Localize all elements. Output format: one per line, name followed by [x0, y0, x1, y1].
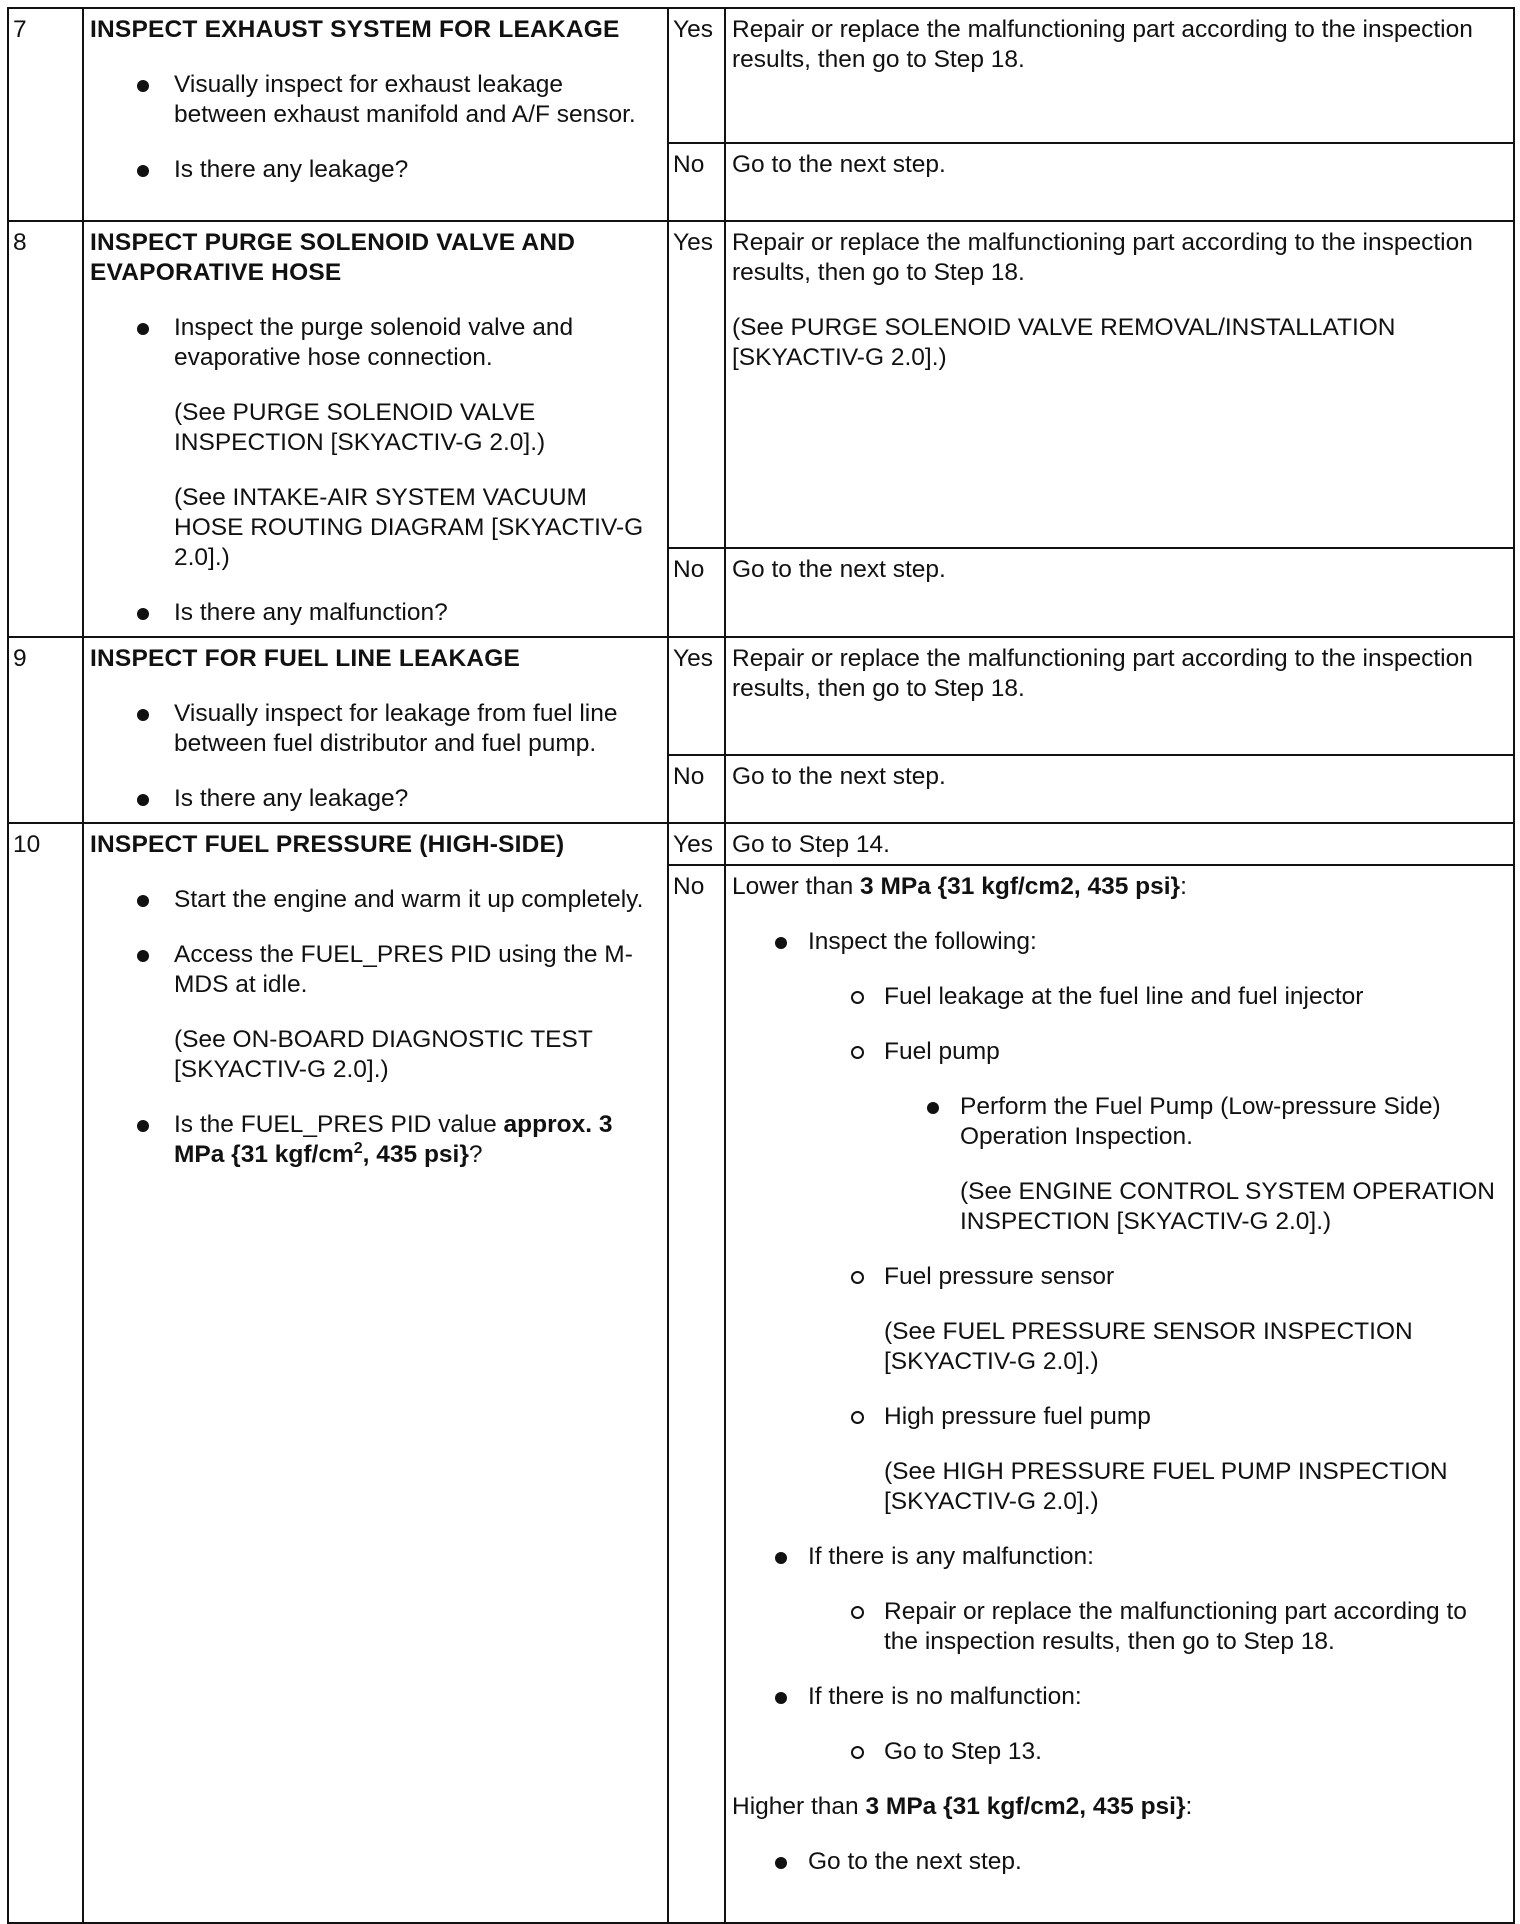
reference-text: (See INTAKE-AIR SYSTEM VACUUM HOSE ROUTING DIAGRAM [SKYACTIV-G 2.0].): [174, 484, 644, 571]
yes-result: [725, 221, 1514, 548]
step-row-8: [8, 221, 1514, 548]
bullet-item: Is there any malfunction?: [90, 598, 661, 628]
bullet-item: If there is no malfunction:: [732, 1682, 1507, 1712]
step-action: [83, 637, 668, 823]
condition-text: Lower than: [732, 873, 861, 900]
step-row-10: [8, 823, 1514, 865]
bullet-item: Start the engine and warm it up completely.: [90, 885, 661, 915]
condition-text: Higher than: [732, 1793, 866, 1820]
reference-text: (See FUEL PRESSURE SENSOR INSPECTION [SKYACTIV-G 2.0].): [884, 1318, 1413, 1375]
bullet-item: Visually inspect for leakage from fuel line between fuel distributor and fuel pump.: [90, 699, 661, 759]
no-label: No: [668, 548, 725, 637]
reference-text: (See HIGH PRESSURE FUEL PUMP INSPECTION [SKYACTIV-G 2.0].): [884, 1458, 1448, 1515]
bullet-text: Is the FUEL_PRES PID value: [174, 1111, 504, 1138]
yes-label: Yes: [668, 823, 725, 865]
yes-result: Go to Step 14.: [725, 823, 1514, 865]
spec-value: 3 MPa {31 kgf/cm2, 435 psi}: [860, 873, 1181, 900]
no-result: Go to the next step.: [725, 548, 1514, 637]
reference-text: (See PURGE SOLENOID VALVE INSPECTION [SKYACTIV-G 2.0].): [174, 399, 546, 456]
reference-text: (See ENGINE CONTROL SYSTEM OPERATION INSPECTION [SKYACTIV-G 2.0].): [960, 1178, 1496, 1235]
bullet-item: Inspect the following:: [732, 927, 1507, 957]
bullet-item: [90, 1110, 661, 1170]
yes-label: Yes: [668, 221, 725, 548]
step-action: [83, 823, 668, 1923]
no-label: No: [668, 143, 725, 221]
no-label: No: [668, 865, 725, 1923]
no-result: [725, 865, 1514, 1923]
step-title: INSPECT EXHAUST SYSTEM FOR LEAKAGE: [90, 16, 620, 43]
check-item: Fuel pressure sensor: [732, 1262, 1507, 1292]
check-item: Fuel pump: [732, 1037, 1507, 1067]
step-title: INSPECT FOR FUEL LINE LEAKAGE: [90, 645, 521, 672]
step-title: INSPECT FUEL PRESSURE (HIGH-SIDE): [90, 831, 565, 858]
bullet-item: If there is any malfunction:: [732, 1542, 1507, 1572]
step-number: 7: [8, 8, 83, 221]
bullet-text: ?: [468, 1141, 483, 1168]
superscript: 2: [353, 1140, 363, 1157]
check-item: Go to Step 13.: [732, 1737, 1507, 1767]
step-action: [83, 221, 668, 637]
check-item: Fuel leakage at the fuel line and fuel injector: [732, 982, 1507, 1012]
reference-text: (See ON-BOARD DIAGNOSTIC TEST [SKYACTIV-G 2.0].): [174, 1026, 593, 1083]
condition-text: :: [1185, 1793, 1193, 1820]
step-row-7: [8, 8, 1514, 143]
check-item: Repair or replace the malfunctioning part according to the inspection results, then go to Step 18.: [732, 1597, 1507, 1657]
spec-value: , 435 psi}: [362, 1141, 469, 1168]
yes-label: Yes: [668, 637, 725, 755]
step-row-9: [8, 637, 1514, 755]
yes-label: Yes: [668, 8, 725, 143]
step-title-line: EVAPORATIVE HOSE: [90, 259, 342, 286]
step-action: [83, 8, 668, 221]
diagnostic-procedure-table: [7, 7, 1515, 1924]
yes-result-text: Repair or replace the malfunctioning part according to the inspection results, then go to Step 18.: [732, 229, 1473, 286]
no-result: Go to the next step.: [725, 143, 1514, 221]
spec-value: 3 MPa {31 kgf/cm2, 435 psi}: [865, 1793, 1186, 1820]
yes-result: Repair or replace the malfunctioning part according to the inspection results, then go to Step 18.: [725, 637, 1514, 755]
step-number: 10: [8, 823, 83, 1923]
reference-text: (See PURGE SOLENOID VALVE REMOVAL/INSTALLATION [SKYACTIV-G 2.0].): [732, 314, 1396, 371]
bullet-item: Is there any leakage?: [90, 784, 661, 814]
condition-lower: [732, 872, 1507, 902]
step-number: 8: [8, 221, 83, 637]
spec-value: approx. 3 MPa {31 kgf/cm: [174, 1111, 613, 1168]
bullet-item: Visually inspect for exhaust leakage between exhaust manifold and A/F sensor.: [90, 70, 661, 130]
no-result: Go to the next step.: [725, 755, 1514, 823]
step-number: 9: [8, 637, 83, 823]
no-label: No: [668, 755, 725, 823]
condition-text: :: [1180, 873, 1187, 900]
bullet-item: Access the FUEL_PRES PID using the M-MDS at idle.: [90, 940, 661, 1000]
check-item: High pressure fuel pump: [732, 1402, 1507, 1432]
bullet-item: Is there any leakage?: [90, 155, 661, 185]
step-title-line: INSPECT PURGE SOLENOID VALVE AND: [90, 229, 576, 256]
condition-higher: [732, 1792, 1507, 1822]
bullet-item: Perform the Fuel Pump (Low-pressure Side) Operation Inspection.: [732, 1092, 1507, 1152]
bullet-item: Inspect the purge solenoid valve and evaporative hose connection.: [90, 313, 661, 373]
bullet-item: Go to the next step.: [732, 1847, 1507, 1877]
yes-result: Repair or replace the malfunctioning part according to the inspection results, then go to Step 18.: [725, 8, 1514, 143]
